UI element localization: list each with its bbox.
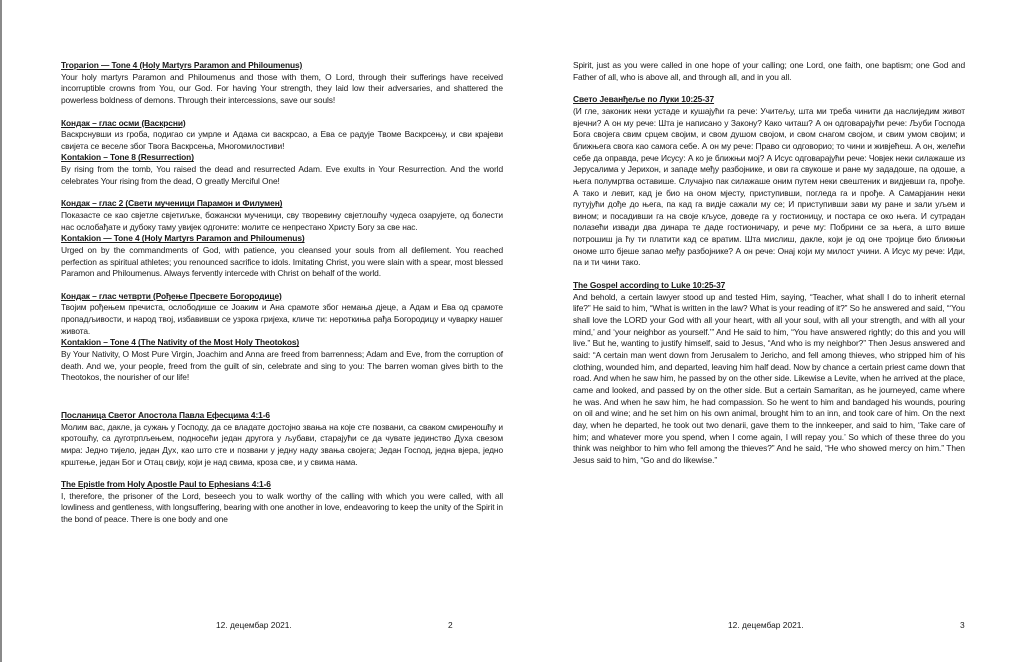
kondak-tone8-resurrection-sr xyxy=(61,118,503,153)
section-text: Молим вас, дакле, ја сужањ у Господу, да се владате достојно звања на које сте позвани, са сваком смиреношћу и кротошћу, са дуготрпљењем, подносећи један другога у љубави, старајући се да чувате јединство Духа свезом мира: Једно тијело, један Дух, као што сте и позвани у једну наду звања својега; Један Господ, једна вјера, једно крштење, један Бог и Отац свију, који је над свима, кроза све, и у свима нама. xyxy=(61,421,503,467)
section-text: Твојим рођењем пречиста, ослободише се Јоаким и Ана срамоте због немања дјеце, а Адам и Ева од срамоте пропадљивости, и народ твој, избавивши се узрока гријеха, кличе ти: нероткиња рађа Богородицу и чуварку нашег живота. xyxy=(61,302,503,336)
section-text: Васкрснувши из гроба, подигао си умрле и Адама си васкрсао, а Ева се радује Твоме Васкрсењу, и сви крајеви свијета се веселе због Твога Васкрсења, Многомилостиви! xyxy=(61,129,503,151)
epistle-ephesians-sr xyxy=(61,410,503,468)
page-2-content xyxy=(61,60,503,537)
section-text: Показасте се као свјетле свјетиљке, божански мученици, сву творевину свјетлошћу чудеса озарујете, од болести нас ослобађате и дубоку таму увијек одгоните: молите се непрестано Христу Богу за све нас. xyxy=(61,209,503,232)
section-text: Urged on by the commandments of God, with patience, you cleansed your souls from all defilement. You reached perfection as spiritual athletes; you renounced sacrifice to idols. Imitating Christ, you were slain with a spear, most blessed Paramon and Philoumenus. Always fervently intercede with Christ on behalf of the world. xyxy=(61,244,503,279)
troparion-tone4-martyrs-en xyxy=(61,60,503,107)
section-heading: The Epistle from Holy Apostle Paul to Ephesians 4:1-6 xyxy=(61,479,271,490)
section-heading: Кондак – глас четврти (Рођење Пресвете Богородице) xyxy=(61,290,282,301)
document-spread xyxy=(2,0,1024,662)
section-heading: Kontakion – Tone 8 (Resurrection) xyxy=(61,152,194,163)
section-heading: Кондак – глас 2 (Свети мученици Парамон и Филумен) xyxy=(61,198,283,209)
section-text: By Your Nativity, O Most Pure Virgin, Joachim and Anna are freed from barrenness; Adam and Eve, from the corruption of death. And we, your people, freed from the guilt of sin, celebrate and sing to you: The barren woman gives birth to the Theotokos, the nourisher of our life! xyxy=(61,349,503,383)
gospel-luke-en xyxy=(573,280,965,466)
footer-date: 12. децембар 2021. xyxy=(728,620,804,630)
section-heading: Kontakion – Tone 4 (The Nativity of the Most Holy Theotokos) xyxy=(61,337,300,348)
page-2 xyxy=(2,0,513,662)
section-heading: Troparion — Tone 4 (Holy Martyrs Paramon and Philoumenus) xyxy=(61,60,303,70)
section-heading: Свето Јеванђеље по Луки 10:25-37 xyxy=(573,94,715,105)
kontakion-tone4-martyrs-en xyxy=(61,233,503,280)
kondak-tone2-martyrs-sr xyxy=(61,198,503,233)
section-text: Spirit, just as you were called in one hope of your calling; one Lord, one faith, one baptism; one God and Father of all, who is above all, and through all, and in you all. xyxy=(573,60,965,82)
section-heading: Кондак – глас осми (Васкрсни) xyxy=(61,117,186,128)
kontakion-tone4-nativity-en xyxy=(61,337,503,384)
section-text: By rising from the tomb, You raised the dead and resurrected Adam. Eve exults in Your Resurrection. And the world celebrates Your rising from the dead, O greatly Merciful One! xyxy=(61,164,503,186)
kontakion-tone8-resurrection-en xyxy=(61,152,503,187)
page-number: 2 xyxy=(448,620,453,630)
section-heading: The Gospel according to Luke 10:25-37 xyxy=(573,280,726,291)
section-text: (И гле, законик неки устаде и кушајући га рече: Учитељу, шта ми треба чинити да наслиједим живот вјечни? А он му рече: Шта је написано у Закону? Како читаш? А он одговарајући рече: Љуби Господа Бога својега свим срцем својим, и свом душом својом, и свом снагом својом, и свим умом својим; и ближњега свога као самога себе. А он му рече: Право си одговорио; то чини и живјећеш. А он, желећи себе да оправда, рече Исусу: А ко је ближњи мој? А Исус одговарајући рече: Човјек неки силажаше из Јерусалима у Јерихон, и западе међу разбојнике, и ови га свукоше и ране му зададоше, па одоше, а њега полумртва оставише. Случајно пак силажаше оним путем неки свештеник и видјевши га, прође. А тако и левит, кад је био на оном мјесту, приступивши, погледа га и прође. А Самарјанин неки путујући дође до њега, па кад га видје сажали му се; И приступивши зави му ране и зали уљем и вином; и посадивши га на своје кљусе, доведе га у гостионицу, и постара се око њега. И сутрадан полазећи извади два динара те даде гостионичару, и рече му: Побрини се за њега, а што више потрошиш ја ћу ти платити кад се вратим. Шта мислиш, дакле, који је од оне тројице био ближњи ономе што бјеше запао међу разбојнике? А он рече: Онај који му милост учини. А Исус му рече: Иди, па и ти чини тако. xyxy=(573,105,965,268)
page-number: 3 xyxy=(960,620,965,630)
page-3-content xyxy=(573,60,965,478)
kondak-tone4-nativity-sr xyxy=(61,291,503,338)
page-3 xyxy=(513,0,1024,662)
section-text: And behold, a certain lawyer stood up and tested Him, saying, “Teacher, what shall I do to inherit eternal life?” He said to him, “What is written in the law? What is your reading of it?” So he answered and said, “‘You shall love the LORD your God with all your heart, with all your soul, with all your strength, and with all your mind,’ and ‘your neighbor as yourself.’” And He said to him, “You have answered rightly; do this and you will live.” But he, wanting to justify himself, said to Jesus, “And who is my neighbor?” Then Jesus answered and said: “A certain man went down from Jerusalem to Jericho, and fell among thieves, who stripped him of his clothing, wounded him, and departed, leaving him half dead. Now by chance a certain priest came down that road. And when he saw him, he passed by on the other side. Likewise a Levite, when he arrived at the place, came and looked, and passed by on the other side. But a certain Samaritan, as he journeyed, came where he was. And when he saw him, he had compassion. So he went to him and bandaged his wounds, pouring on oil and wine; and he set him on his own animal, brought him to an inn, and took care of him. On the next day, when he departed, he took out two denarii, gave them to the innkeeper, and said to him, ‘Take care of him; and whatever more you spend, when I come again, I will repay you.’ So which of these three do you think was neighbor to him who fell among the thieves?” And he said, “He who showed mercy on him.” Then Jesus said to him, “Go and do likewise.” xyxy=(573,291,966,465)
section-text: I, therefore, the prisoner of the Lord, beseech you to walk worthy of the calling with which you were called, with all lowliness and gentleness, with longsuffering, bearing with one another in love, endeavoring to keep the unity of the Spirit in the bond of peace. There is one body and one xyxy=(61,490,503,525)
footer-date: 12. децембар 2021. xyxy=(216,620,292,630)
epistle-ephesians-en-continued xyxy=(573,60,965,83)
section-heading: Kontakion — Tone 4 (Holy Martyrs Paramon and Philoumenus) xyxy=(61,233,305,244)
gospel-luke-sr xyxy=(573,94,965,269)
section-text: Your holy martyrs Paramon and Philoumenus and those with them, O Lord, through their sufferings have received incorruptible crowns from You, our God. For having Your strength, they laid low their adversaries, and shattered the powerless boldness of demons. Through their intercessions, save our souls! xyxy=(61,71,503,105)
epistle-ephesians-en xyxy=(61,479,503,526)
section-heading: Посланица Светог Апостола Павла Ефесцима 4:1-6 xyxy=(61,409,270,420)
